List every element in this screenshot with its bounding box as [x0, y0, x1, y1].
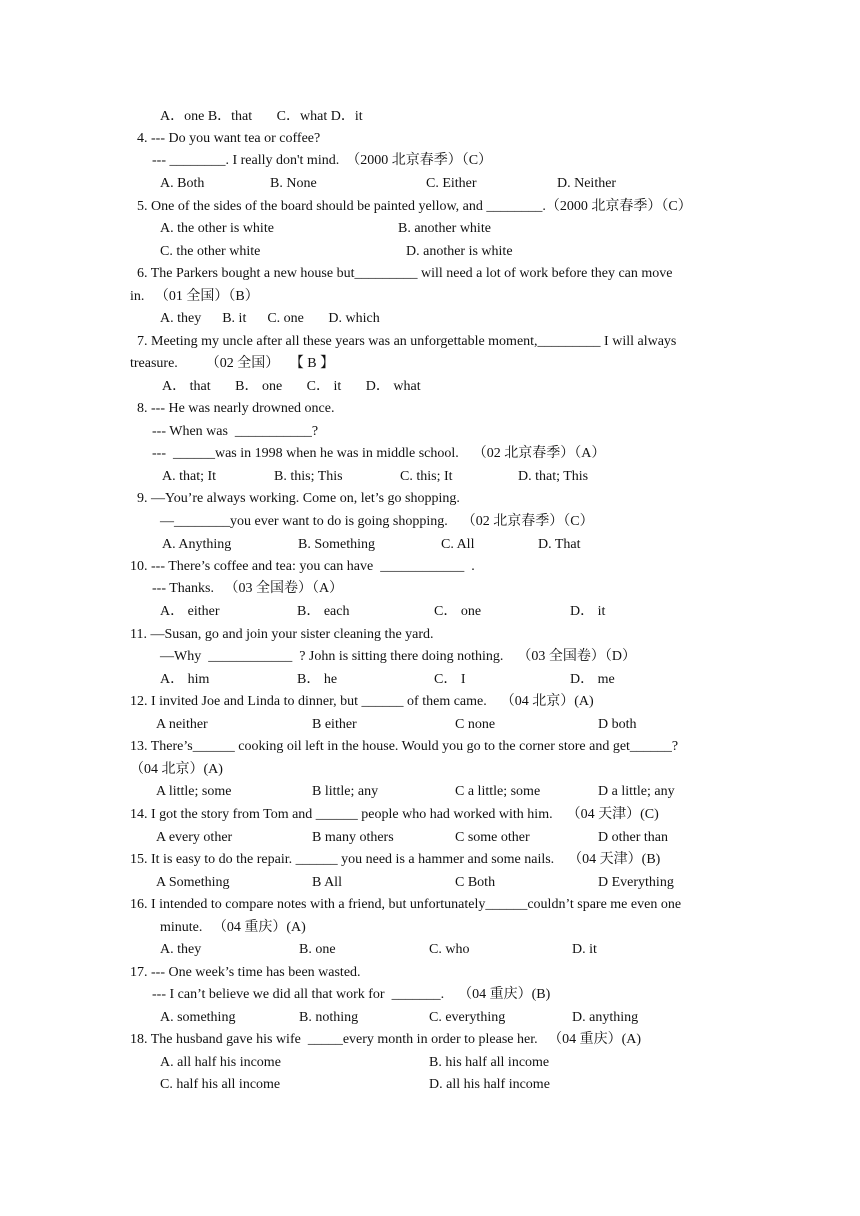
option: D. another is white	[406, 244, 513, 259]
option: B little; any	[312, 784, 379, 799]
question-line: 13. There’s______ cooking oil left in the house. Would you go to the corner store and get______?	[130, 739, 679, 754]
option: D a little; any	[598, 784, 675, 799]
option: A． either	[160, 604, 220, 619]
option: C. Either	[426, 176, 477, 191]
text-line: A． that B． one C． it D． what	[162, 379, 421, 394]
option: C. everything	[429, 1010, 506, 1025]
text-line: in. （01 全国）（B）	[130, 289, 259, 304]
option: A. Both	[160, 176, 205, 191]
option: C． one	[434, 604, 482, 619]
option: D. that; This	[518, 469, 589, 484]
option: B. nothing	[299, 1010, 359, 1025]
text-line: --- When was ___________?	[152, 424, 319, 439]
option: C a little; some	[455, 784, 541, 799]
question-line: 10. --- There’s coffee and tea: you can have ____________ .	[130, 559, 475, 574]
text-line: A．one B．that C．what D．it	[160, 109, 363, 124]
option: A Something	[156, 875, 230, 890]
option: C. half his all income	[160, 1077, 281, 1092]
question-line: 17. --- One week’s time has been wasted.	[130, 965, 361, 980]
option: C. this; It	[400, 469, 453, 484]
text-line: —________you ever want to do is going shopping. （02 北京春季）（C）	[160, 514, 594, 529]
option: C. who	[429, 942, 470, 957]
text-line: minute. （04 重庆）(A)	[160, 920, 306, 935]
question-line: 9. —You’re always working. Come on, let’s go shopping.	[137, 491, 460, 506]
text-line: --- ______was in 1998 when he was in middle school. （02 北京春季）（A）	[152, 446, 606, 461]
option: B All	[312, 875, 342, 890]
option: D other than	[598, 830, 668, 845]
option: A. the other is white	[160, 221, 274, 236]
text-line: （04 北京）(A)	[130, 762, 223, 777]
option: B. this; This	[274, 469, 343, 484]
question-line: 7. Meeting my uncle after all these years was an unforgettable moment,_________ I will always	[137, 334, 677, 349]
option: A. something	[160, 1010, 236, 1025]
option: D both	[598, 717, 637, 732]
text-line: treasure. （02 全国） 【 B 】	[130, 356, 335, 371]
question-line: 11. —Susan, go and join your sister cleaning the yard.	[130, 627, 434, 642]
question-line: 18. The husband gave his wife _____every month in order to please her. （04 重庆）(A)	[130, 1032, 642, 1047]
option: C Both	[455, 875, 496, 890]
question-line: 12. I invited Joe and Linda to dinner, but ______ of them came. （04 北京）(A)	[130, 694, 594, 709]
option: D． me	[570, 672, 615, 687]
question-line: 16. I intended to compare notes with a friend, but unfortunately______couldn’t spare me even one	[130, 897, 682, 912]
option: B. Something	[298, 537, 376, 552]
option: D． it	[570, 604, 606, 619]
question-line: 15. It is easy to do the repair. ______ you need is a hammer and some nails. （04 天津）(B)	[130, 852, 661, 867]
question-line: 6. The Parkers bought a new house but_________ will need a lot of work before they can move	[137, 266, 673, 281]
text-line: --- ________. I really don't mind. （2000 北京春季）（C）	[152, 153, 493, 168]
text-line: --- I can’t believe we did all that work for _______. （04 重庆）(B)	[152, 987, 551, 1002]
option: D Everything	[598, 875, 674, 890]
option: B. another white	[398, 221, 491, 236]
option: B. None	[270, 176, 317, 191]
option: A every other	[156, 830, 233, 845]
option: C. All	[441, 537, 475, 552]
option: C． I	[434, 672, 466, 687]
option: D. anything	[572, 1010, 639, 1025]
option: B either	[312, 717, 357, 732]
text-line: A. they B. it C. one D. which	[160, 311, 380, 326]
option: B many others	[312, 830, 394, 845]
option: C none	[455, 717, 496, 732]
option: C. the other white	[160, 244, 261, 259]
option: B. his half all income	[429, 1055, 550, 1070]
option: A. that; It	[162, 469, 217, 484]
option: A little; some	[156, 784, 232, 799]
option: C some other	[455, 830, 530, 845]
question-line: 14. I got the story from Tom and ______ people who had worked with him. （04 天津）(C)	[130, 807, 659, 822]
option: A. all half his income	[160, 1055, 281, 1070]
option: D. it	[572, 942, 597, 957]
text-line: --- Thanks. （03 全国卷）（A）	[152, 581, 344, 596]
option: A. they	[160, 942, 202, 957]
question-line: 8. --- He was nearly drowned once.	[137, 401, 335, 416]
option: B． each	[297, 604, 350, 619]
text-line: —Why ____________ ? John is sitting there doing nothing. （03 全国卷）（D）	[160, 649, 636, 664]
option: A neither	[156, 717, 208, 732]
option: A． him	[160, 672, 210, 687]
question-line: 4. --- Do you want tea or coffee?	[137, 131, 321, 146]
option: D. Neither	[557, 176, 617, 191]
option: D. all his half income	[429, 1077, 550, 1092]
question-line: 5. One of the sides of the board should be painted yellow, and ________.（2000 北京春季）（C）	[137, 199, 692, 214]
option: D. That	[538, 537, 581, 552]
option: A. Anything	[162, 537, 232, 552]
option: B． he	[297, 672, 338, 687]
option: B. one	[299, 942, 336, 957]
